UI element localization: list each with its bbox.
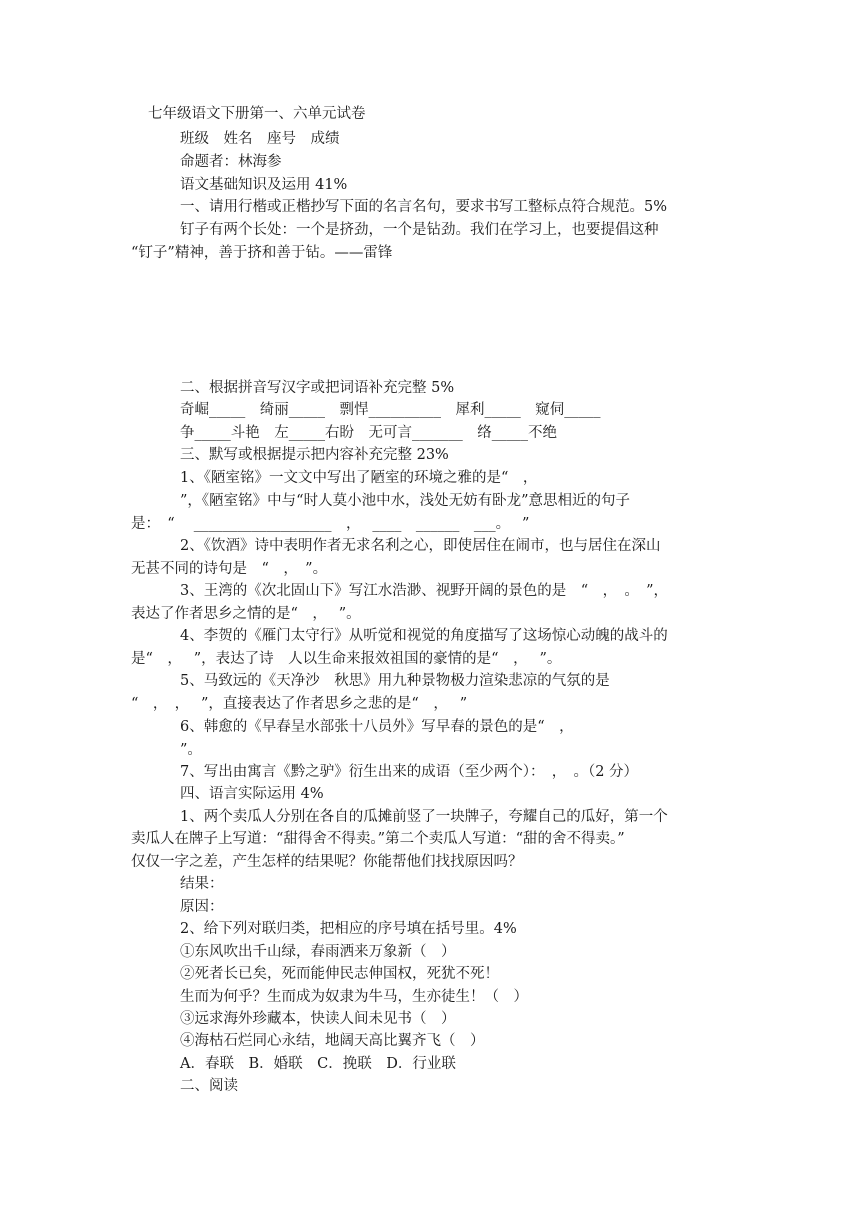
q3-item7: 7、写出由寓言《黔之驴》衍生出来的成语（至少两个）： ， 。（2 分） xyxy=(180,764,639,780)
q3-item2-line1: 2、《饮酒》诗中表明作者无求名利之心，即使居住在闹市，也与居住在深山 xyxy=(180,538,661,554)
q3-heading: 三、默写或根据提示把内容补充完整 23% xyxy=(180,447,449,463)
q3-item6-line2: ”。 xyxy=(180,742,202,758)
q3-item2-line2: 无甚不同的诗句是 “ ， ”。 xyxy=(131,561,328,577)
q3-item1-line2: ”，《陋室铭》中与“时人莫小池中水，浅处无妨有卧龙”意思相近的句子 xyxy=(180,493,630,509)
q3-item3-line1: 3、王湾的《次北固山下》写江水浩渺、视野开阔的景色的是 “ ， 。 ”， xyxy=(180,583,669,599)
couplet-options: A．春联 B．婚联 C．挽联 D．行业联 xyxy=(180,1056,456,1072)
couplet-2b: 生而为何乎？生而成为奴隶为牛马，生亦徒生！（ ） xyxy=(180,989,528,1005)
q3-item5-line2: “ ， ， ”，直接表达了作者思乡之悲的是“ ， ” xyxy=(131,696,468,712)
part2-heading: 二、阅读 xyxy=(180,1078,238,1094)
q4-heading: 四、语言实际运用 4% xyxy=(180,786,324,802)
q2-heading: 二、根据拼音写汉字或把词语补充完整 5% xyxy=(180,380,455,396)
q1-quote-line1: 钉子有两个长处：一个是挤劲，一个是钻劲。我们在学习上，也要提倡这种 xyxy=(180,222,659,238)
q2-row1: 奇崛_____ 绮丽_____ 剽悍__________ 犀利_____ 窥伺_____ xyxy=(180,402,601,418)
q4-reason-label: 原因： xyxy=(180,899,224,915)
exam-title: 七年级语文下册第一、六单元试卷 xyxy=(148,106,366,122)
couplet-4: ④海枯石烂同心永结，地阔天高比翼齐飞（ ） xyxy=(180,1033,485,1049)
q3-item6-line1: 6、韩愈的《早春呈水部张十八员外》写早春的景色的是“ ， xyxy=(180,719,574,735)
q4-item2-heading: 2、给下列对联归类，把相应的序号填在括号里。4% xyxy=(180,921,517,937)
q3-item5-line1: 5、马致远的《天净沙 秋思》用九种景物极力渲染悲凉的气氛的是 xyxy=(180,673,610,689)
q4-item1-line3: 仅仅一字之差，产生怎样的结果呢？你能帮他们找找原因吗？ xyxy=(131,854,523,870)
q3-item3-line2: 表达了作者思乡之情的是“ ， ”。 xyxy=(131,606,361,622)
q1-heading: 一、请用行楷或正楷抄写下面的名言名句，要求书写工整标点符合规范。5% xyxy=(180,199,668,215)
q4-result-label: 结果： xyxy=(180,876,224,892)
q2-row2: 争_____斗艳 左_____右盼 无可言_______ 络_____不绝 xyxy=(180,425,557,441)
q4-item1-line2: 卖瓜人在牌子上写道：“甜得舍不得卖。”第二个卖瓜人写道：“甜的舍不得卖。” xyxy=(131,831,625,847)
couplet-2a: ②死者长已矣，死而能伸民志伸国权，死犹不死！ xyxy=(180,966,499,982)
author-line: 命题者：林海参 xyxy=(180,154,282,170)
q3-item1-line1: 1、《陋室铭》一文文中写出了陋室的环境之雅的是“ ， xyxy=(180,470,538,486)
couplet-1: ①东风吹出千山绿，春雨洒来万象新（ ） xyxy=(180,944,456,960)
q4-item1-line1: 1、两个卖瓜人分别在各自的瓜摊前竖了一块牌子，夸耀自己的瓜好，第一个 xyxy=(180,809,668,825)
q1-quote-line2: “钉子”精神，善于挤和善于钻。——雷锋 xyxy=(131,245,393,261)
q3-item4-line2: 是“ ， ”，表达了诗 人以生命来报效祖国的豪情的是“ ， ”。 xyxy=(131,651,562,667)
header-fields: 班级 姓名 座号 成绩 xyxy=(180,131,340,147)
q3-item4-line1: 4、李贺的《雁门太守行》从听觉和视觉的角度描写了这场惊心动魄的战斗的 xyxy=(180,628,668,644)
couplet-3: ③远求海外珍藏本，快读人间未见书（ ） xyxy=(180,1011,456,1027)
q3-item1-line3: 是： “ ___________________ ， ____ ______ ___。 ” xyxy=(131,516,530,532)
section-title: 语文基础知识及运用 41% xyxy=(180,177,348,193)
